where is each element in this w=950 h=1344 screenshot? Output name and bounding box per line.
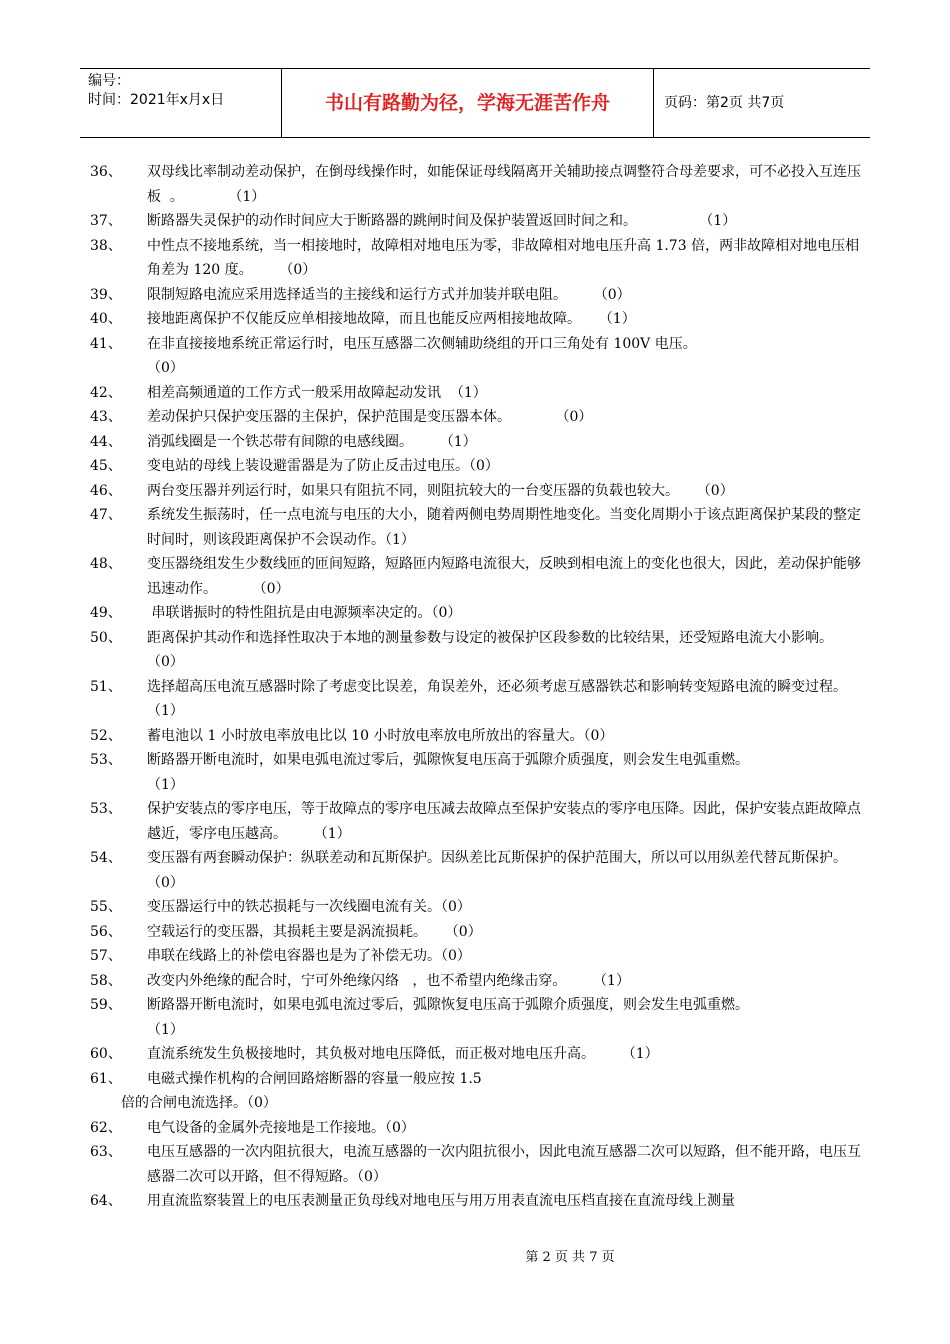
item-number: 38、 (90, 237, 122, 254)
document-number-label: 编号： (88, 73, 130, 89)
item-text: 变压器绕组发生少数线匝的匝间短路，短路匝内短路电流很大，反映到相电流上的变化也很大，因此，差动保护能够迅速动作。 （0） (147, 556, 861, 597)
item-text: 断路器开断电流时，如果电弧电流过零后，弧隙恢复电压高于弧隙介质强度，则会发生电弧重燃。 (147, 752, 749, 768)
item-number: 53、 (90, 752, 122, 768)
item-text: 直流系统发生负极接地时，其负极对地电压降低，而正极对地电压升高。 （1） (147, 1046, 659, 1062)
item-text: 蓄电池以 1 小时放电率放电比以 10 小时放电率放电所放出的容量大。（0） (147, 727, 614, 744)
list-item (90, 748, 880, 773)
header-page-label: 页码：第2页 共7页 (664, 95, 785, 111)
item-answer: （0） (147, 360, 184, 376)
list-item (90, 454, 880, 479)
list-item (90, 920, 880, 945)
list-item (90, 1018, 880, 1043)
list-item (90, 675, 883, 724)
list-item (90, 430, 880, 455)
item-number: 62、 (90, 1119, 122, 1136)
item-text-continued: 倍的合闸电流选择。（0） (121, 1095, 277, 1111)
item-number: 59、 (90, 997, 122, 1013)
item-text: 变压器有两套瞬动保护：纵联差动和瓦斯保护。因纵差比瓦斯保护的保护范围大，所以可以用纵差代替瓦斯保护。 （0） (147, 850, 883, 891)
item-text: 保护安装点的零序电压，等于故障点的零序电压减去故障点至保护安装点的零序电压降。因此，保护安装点距故障点越近，零序电压越高。 （1） (147, 801, 861, 842)
item-number: 58、 (90, 972, 122, 989)
list-item (90, 552, 880, 601)
list-item (90, 503, 880, 552)
document-date-label: 时间：2021年x月x日 (88, 92, 225, 108)
item-text: 电气设备的金属外壳接地是工作接地。（0） (147, 1119, 415, 1136)
item-text: 电压互感器的一次内阻抗很大，电流互感器的一次内阻抗很小，因此电流互感器二次可以短路，但不能开路，电压互感器二次可以开路，但不得短路。（0） (147, 1144, 861, 1185)
item-text: 中性点不接地系统，当一相接地时，故障相对地电压为零，非故障相对地电压升高 1.73 倍，两非故障相对地电压相角差为 120 度。 （0） (147, 237, 860, 278)
item-number: 53、 (90, 801, 122, 817)
list-item (90, 601, 880, 626)
item-text: 接地距离保护不仅能反应单相接地故障，而且也能反应两相接地故障。 （1） (147, 311, 636, 327)
list-item (90, 160, 880, 209)
item-number: 48、 (90, 556, 122, 572)
item-text: 变电站的母线上装设避雷器是为了防止反击过电压。（0） (147, 458, 499, 474)
item-number: 60、 (90, 1046, 122, 1062)
list-item (90, 479, 880, 504)
item-number: 45、 (90, 458, 122, 474)
list-item (90, 234, 880, 283)
item-number: 51、 (90, 678, 122, 695)
list-item (90, 356, 880, 381)
item-answer: （1） (147, 1021, 184, 1038)
page-header (80, 68, 870, 138)
item-number: 50、 (90, 629, 122, 646)
item-number: 37、 (90, 213, 122, 229)
item-number: 47、 (90, 507, 122, 523)
item-text: 差动保护只保护变压器的主保护，保护范围是变压器本体。 （0） (147, 409, 593, 425)
item-text: 消弧线圈是一个铁芯带有间隙的电感线圈。 （1） (147, 433, 477, 450)
header-motto: 书山有路勤为径，学海无涯苦作舟 (282, 69, 654, 137)
list-item (90, 405, 880, 430)
list-item (90, 209, 880, 234)
list-item (90, 1042, 880, 1067)
item-number: 41、 (90, 335, 122, 352)
item-text: 断路器失灵保护的动作时间应大于断路器的跳闸时间及保护装置返回时间之和。 （1） (147, 213, 737, 229)
list-item (90, 895, 880, 920)
item-answer: （1） (147, 776, 184, 793)
list-item (90, 626, 880, 675)
list-item (90, 283, 880, 308)
item-number: 49、 (90, 605, 122, 621)
header-left-cell (80, 69, 282, 137)
item-number: 52、 (90, 727, 122, 744)
page-footer: 第 2 页 共 7 页 (525, 1250, 615, 1265)
item-text: 电磁式操作机构的合闸回路熔断器的容量一般应按 1.5 (147, 1070, 482, 1087)
item-text: 改变内外绝缘的配合时，宁可外绝缘闪络 ，也不希望内绝缘击穿。 （1） (147, 972, 630, 989)
item-text: 两台变压器并列运行时，如果只有阻抗不同，则阻抗较大的一台变压器的负载也较大。 （0） (147, 482, 734, 499)
list-item (90, 797, 880, 846)
list-item (90, 307, 880, 332)
list-item (90, 1140, 880, 1189)
item-text: 双母线比率制动差动保护，在倒母线操作时，如能保证母线隔离开关辅助接点调整符合母差要求，可不必投入互连压板 。 （1） (147, 164, 861, 205)
list-item (90, 846, 883, 895)
item-number: 46、 (90, 482, 122, 499)
list-item (90, 724, 880, 749)
item-text: 变压器运行中的铁芯损耗与一次线圈电流有关。（0） (147, 899, 471, 915)
item-text: 在非直接接地系统正常运行时，电压互感器二次侧辅助绕组的开口三角处有 100V 电压。 (147, 335, 697, 352)
item-text: 选择超高压电流互感器时除了考虑变比误差，角误差外，还必须考虑互感器铁芯和影响转变短路电流的瞬变过程。 （1） (147, 678, 883, 719)
item-text: 相差高频通道的工作方式一般采用故障起动发讯 （1） (147, 384, 487, 401)
item-number: 43、 (90, 409, 122, 425)
item-number: 54、 (90, 850, 122, 866)
item-number: 40、 (90, 311, 122, 327)
item-number: 55、 (90, 899, 122, 915)
item-text: 系统发生振荡时，任一点电流与电压的大小，随着两侧电势周期性地变化。当变化周期小于该点距离保护某段的整定时间时，则该段距离保护不会误动作。（1） (147, 507, 861, 548)
item-number: 57、 (90, 948, 122, 964)
list-item (90, 773, 880, 798)
list-item (90, 1067, 880, 1116)
item-number: 64、 (90, 1193, 122, 1209)
item-number: 44、 (90, 433, 122, 450)
list-item (90, 944, 880, 969)
list-item (90, 1116, 880, 1141)
list-item (90, 332, 880, 357)
item-text: 限制短路电流应采用选择适当的主接线和运行方式并加装并联电阻。 （0） (147, 286, 631, 303)
item-number: 61、 (90, 1070, 122, 1087)
item-number: 36、 (90, 164, 122, 180)
item-text: 距离保护其动作和选择性取决于本地的测量参数与设定的被保护区段参数的比较结果，还受短路电流大小影响。 （0） (147, 629, 860, 670)
item-number: 39、 (90, 286, 122, 303)
item-number: 56、 (90, 923, 122, 940)
list-item (90, 969, 880, 994)
list-item (90, 381, 880, 406)
list-item (90, 993, 880, 1018)
item-text: 串联在线路上的补偿电容器也是为了补偿无功。（0） (147, 948, 471, 964)
item-number: 63、 (90, 1144, 122, 1160)
item-text: 断路器开断电流时，如果电弧电流过零后，弧隙恢复电压高于弧隙介质强度，则会发生电弧重燃。 (147, 997, 749, 1013)
item-number: 42、 (90, 384, 122, 401)
question-list (90, 160, 883, 1214)
list-item (90, 1189, 880, 1214)
item-text: 空载运行的变压器，其损耗主要是涡流损耗。 （0） (147, 923, 482, 940)
item-text: 串联谐振时的特性阻抗是由电源频率决定的。（0） (147, 605, 462, 621)
item-text: 用直流监察装置上的电压表测量正负母线对地电压与用万用表直流电压档直接在直流母线上测量 (147, 1193, 735, 1209)
